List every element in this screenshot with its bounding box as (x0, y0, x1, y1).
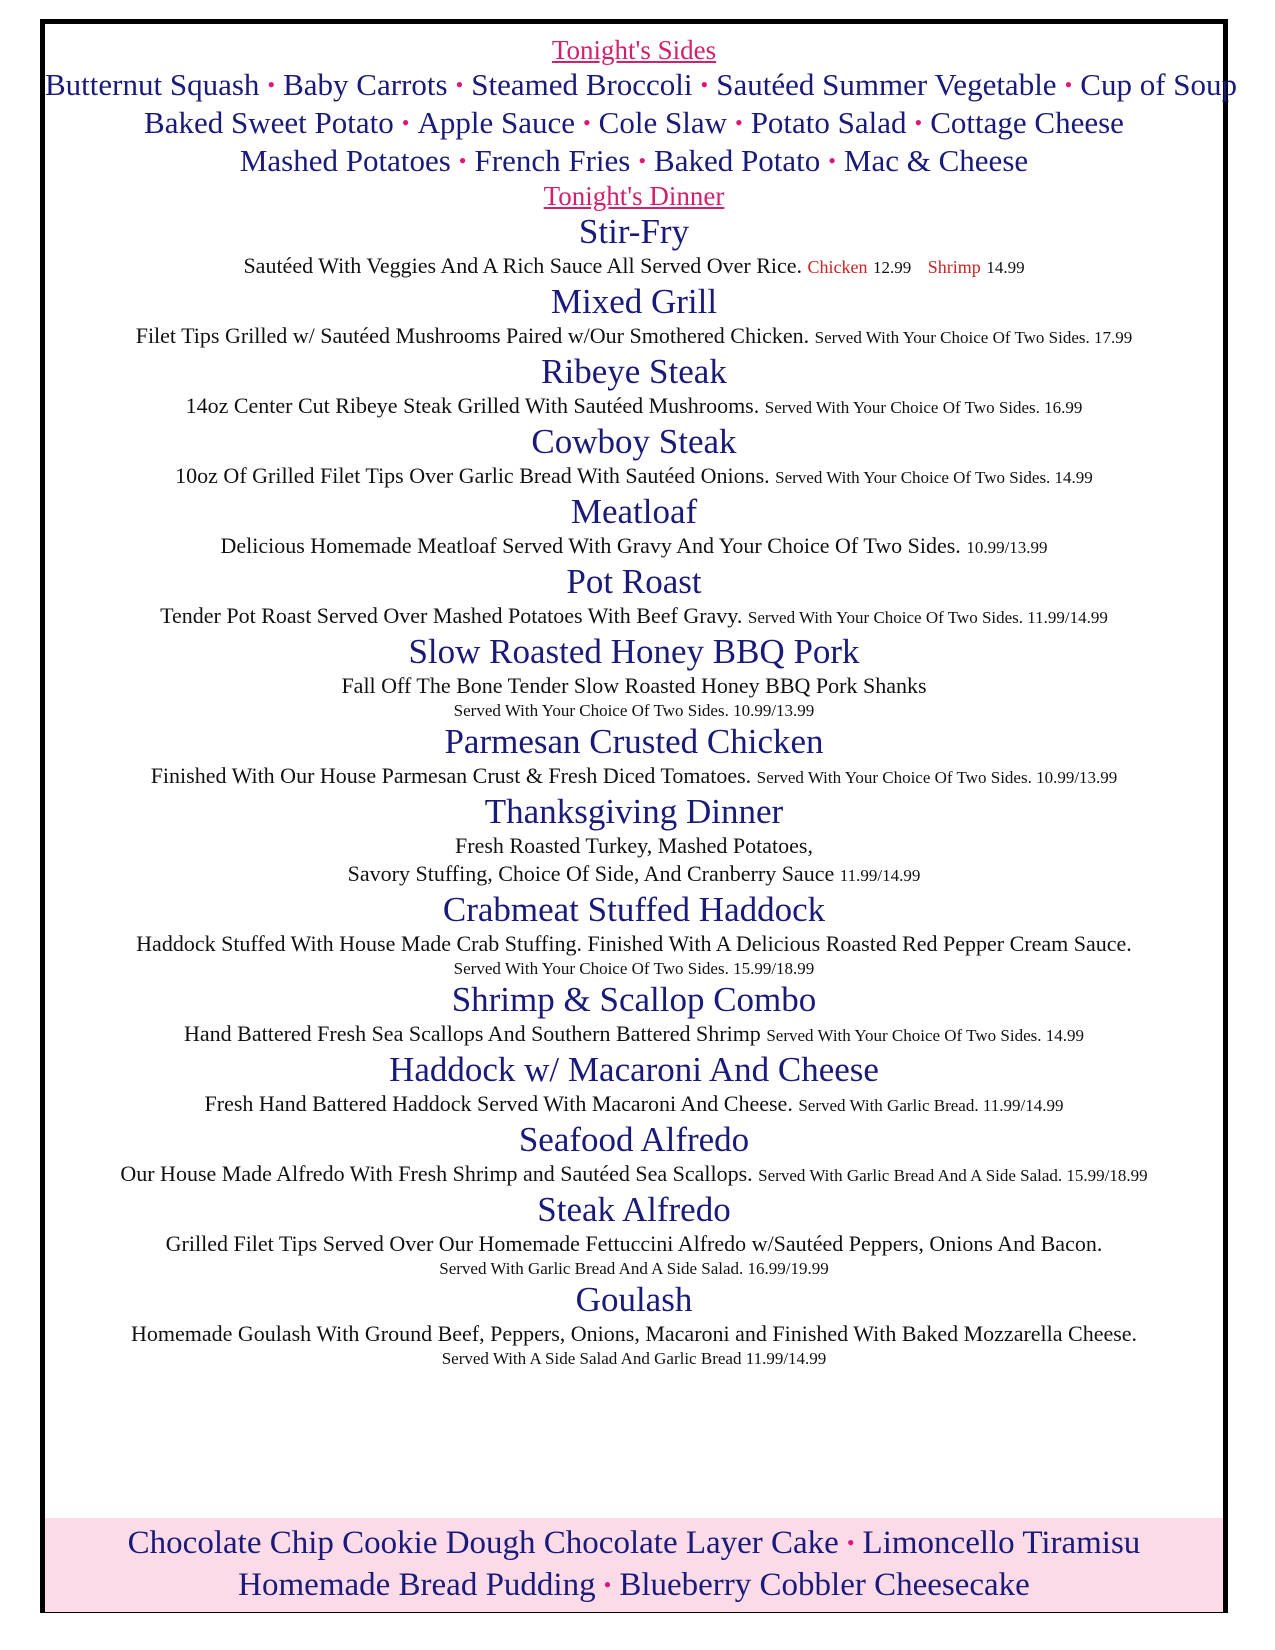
bullet-icon: • (458, 148, 467, 173)
item-note: Served With Your Choice Of Two Sides. 16.99 (764, 398, 1083, 417)
bullet-icon: • (401, 110, 410, 135)
side-item: Baked Potato (654, 143, 821, 178)
side-item: Steamed Broccoli (471, 67, 693, 102)
item-desc-text: Savory Stuffing, Choice Of Side, And Cranberry Sauce (347, 861, 835, 886)
item-note: Served With Your Choice Of Two Sides. 14.99 (775, 468, 1093, 487)
side-item: Baked Sweet Potato (144, 105, 394, 140)
menu-item (45, 980, 1223, 1050)
dessert-item: Limoncello Tiramisu (862, 1525, 1141, 1561)
item-name: Cowboy Steak (531, 422, 737, 461)
menu-item (45, 890, 1223, 980)
item-description (45, 762, 1223, 792)
item-note: Served With Garlic Bread And A Side Salad. 16.99/19.99 (439, 1259, 829, 1278)
side-item: Butternut Squash (45, 67, 260, 102)
sides-row (45, 66, 1238, 104)
bullet-icon: • (455, 72, 464, 97)
menu-frame (40, 19, 1238, 1613)
item-note: Served With Your Choice Of Two Sides. 11.99/14.99 (747, 608, 1108, 627)
menu-item (45, 492, 1223, 562)
bullet-icon: • (700, 72, 709, 97)
side-item: Sautéed Summer Vegetable (716, 67, 1057, 102)
side-item: Cup of Soup (1080, 67, 1238, 102)
item-note: Served With A Side Salad And Garlic Bread 11.99/14.99 (441, 1349, 827, 1368)
side-item: Potato Salad (750, 105, 907, 140)
item-name: Shrimp & Scallop Combo (451, 980, 817, 1019)
menu-item (45, 282, 1223, 352)
option-label: Chicken (807, 257, 868, 277)
dessert-banner (45, 1518, 1223, 1612)
side-item: Cole Slaw (598, 105, 727, 140)
item-description (45, 252, 1223, 282)
menu-item (45, 792, 1223, 890)
item-desc-text: Delicious Homemade Meatloaf Served With Gravy And Your Choice Of Two Sides. (220, 533, 961, 558)
item-name: Slow Roasted Honey BBQ Pork (408, 632, 860, 671)
dessert-row (45, 1518, 1223, 1564)
side-item: Mac & Cheese (843, 143, 1029, 178)
side-item: Cottage Cheese (930, 105, 1124, 140)
dessert-item: Blueberry Cobbler Cheesecake (619, 1567, 1030, 1603)
side-item: Apple Sauce (417, 105, 575, 140)
side-item: French Fries (474, 143, 631, 178)
item-description: Fresh Roasted Turkey, Mashed Potatoes, (455, 833, 813, 858)
dessert-item: Homemade Bread Pudding (238, 1567, 596, 1603)
menu-item (45, 422, 1223, 492)
item-name: Crabmeat Stuffed Haddock (442, 890, 826, 929)
item-desc-text: Hand Battered Fresh Sea Scallops And Southern Battered Shrimp (184, 1021, 761, 1046)
item-note: Served With Garlic Bread. 11.99/14.99 (798, 1096, 1064, 1115)
option-label: Shrimp (927, 257, 981, 277)
sides-row (45, 142, 1223, 180)
item-name: Parmesan Crusted Chicken (444, 722, 824, 761)
item-description: Haddock Stuffed With House Made Crab Stuffing. Finished With A Delicious Roasted Red Pepper Cream Sauce. (136, 931, 1132, 956)
bullet-icon: • (914, 110, 923, 135)
item-desc-text: Fresh Hand Battered Haddock Served With Macaroni And Cheese. (204, 1091, 793, 1116)
item-note: Served With Garlic Bread And A Side Salad. 15.99/18.99 (758, 1166, 1148, 1185)
item-description (45, 602, 1223, 632)
item-name: Mixed Grill (550, 282, 718, 321)
item-note: Served With Your Choice Of Two Sides. 17.99 (814, 328, 1133, 347)
item-desc-text: Our House Made Alfredo With Fresh Shrimp and Sautéed Sea Scallops. (120, 1161, 753, 1186)
item-desc-text: Filet Tips Grilled w/ Sautéed Mushrooms Paired w/Our Smothered Chicken. (135, 323, 810, 348)
bullet-icon: • (734, 110, 743, 135)
menu-item (45, 632, 1223, 722)
item-name: Goulash (575, 1280, 693, 1319)
item-desc-text: 14oz Center Cut Ribeye Steak Grilled With Sautéed Mushrooms. (185, 393, 760, 418)
option-price: 14.99 (986, 258, 1025, 277)
item-name: Thanksgiving Dinner (484, 792, 784, 831)
bullet-icon: • (603, 1572, 612, 1597)
item-name: Meatloaf (570, 492, 698, 531)
sides-list (45, 66, 1238, 180)
item-description (45, 1160, 1223, 1190)
item-description (45, 1090, 1223, 1120)
item-desc-text: Sautéed With Veggies And A Rich Sauce All Served Over Rice. (243, 253, 803, 278)
menu-item (45, 1190, 1223, 1280)
menu-item (45, 1280, 1223, 1370)
item-note: Served With Your Choice Of Two Sides. 10.99/13.99 (756, 768, 1118, 787)
sides-row (45, 104, 1223, 142)
item-note: Served With Your Choice Of Two Sides. 10.99/13.99 (453, 701, 815, 720)
menu-item (45, 722, 1223, 792)
menu-item (45, 562, 1223, 632)
item-description (45, 322, 1223, 352)
item-name: Seafood Alfredo (518, 1120, 750, 1159)
bullet-icon: • (846, 1530, 855, 1555)
item-name: Pot Roast (566, 562, 702, 601)
menu-item (45, 1120, 1223, 1190)
item-description (45, 532, 1223, 562)
item-name: Steak Alfredo (537, 1190, 731, 1229)
item-description (45, 462, 1223, 492)
bullet-icon: • (267, 72, 276, 97)
item-description (45, 392, 1223, 422)
dessert-row (45, 1564, 1223, 1606)
menu-content (45, 24, 1238, 1370)
item-note: 10.99/13.99 (966, 538, 1048, 557)
item-description: Homemade Goulash With Ground Beef, Peppers, Onions, Macaroni and Finished With Baked Mozzarella Cheese. (130, 1321, 1138, 1346)
item-note: Served With Your Choice Of Two Sides. 15.99/18.99 (453, 959, 815, 978)
side-item: Mashed Potatoes (239, 143, 451, 178)
item-name: Ribeye Steak (541, 352, 727, 391)
bullet-icon: • (1064, 72, 1073, 97)
item-note: Served With Your Choice Of Two Sides. 14.99 (766, 1026, 1084, 1045)
item-description (45, 860, 1223, 890)
bullet-icon: • (828, 148, 836, 173)
item-description: Fall Off The Bone Tender Slow Roasted Honey BBQ Pork Shanks (341, 673, 927, 698)
side-item: Baby Carrots (283, 67, 448, 102)
menu-item (45, 352, 1223, 422)
bullet-icon: • (638, 148, 647, 173)
item-note: 11.99/14.99 (839, 866, 921, 885)
item-desc-text: Tender Pot Roast Served Over Mashed Potatoes With Beef Gravy. (160, 603, 743, 628)
item-description: Grilled Filet Tips Served Over Our Homemade Fettuccini Alfredo w/Sautéed Peppers, Onions And Bacon. (165, 1231, 1103, 1256)
item-desc-text: Finished With Our House Parmesan Crust & Fresh Diced Tomatoes. (150, 763, 752, 788)
dinner-heading: Tonight's Dinner (543, 181, 725, 211)
option-price: 12.99 (873, 258, 912, 277)
item-description (45, 1020, 1223, 1050)
bullet-icon: • (582, 110, 591, 135)
item-name: Stir-Fry (578, 212, 690, 251)
dessert-item: Chocolate Chip Cookie Dough Chocolate Layer Cake (127, 1525, 839, 1561)
menu-item (45, 212, 1223, 282)
sides-heading: Tonight's Sides (551, 35, 717, 65)
menu-item (45, 1050, 1223, 1120)
item-desc-text: 10oz Of Grilled Filet Tips Over Garlic Bread With Sautéed Onions. (175, 463, 770, 488)
item-name: Haddock w/ Macaroni And Cheese (389, 1050, 879, 1089)
